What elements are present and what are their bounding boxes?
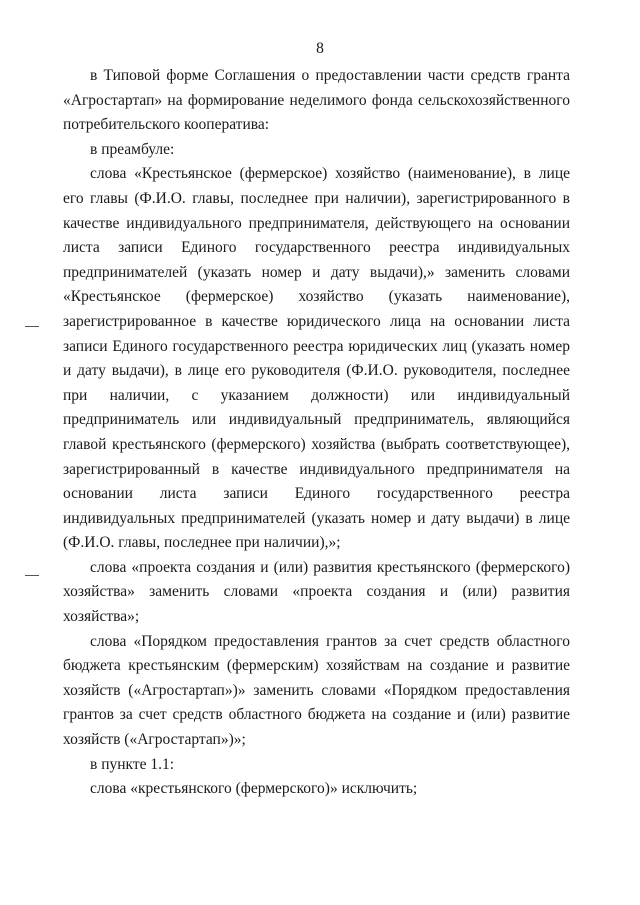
- document-body: [63, 64, 570, 802]
- margin-mark: [25, 326, 39, 327]
- paragraph-replacement-1: слова «Крестьянское (фермерское) хозяйство (наименование), в лице его главы (Ф.И.О. главы, последнее при наличии), зарегистрированного в качестве индивидуального предпринимателя, действующего на основании листа записи Единого государственного реестра индивидуальных предпринимателей (указать номер и дату выдачи),» заменить словами «Крестьянское (фермерское) хозяйство (указать наименование), зарегистрированное в качестве юридического лица на основании листа записи Единого государственного реестра юридических лиц (указать номер и дату выдачи), в лице его руководителя (Ф.И.О. руководителя, последнее при наличии, с указанием должности) или индивидуальный предприниматель или индивидуальный предприниматель, являющийся главой крестьянского (фермерского) хозяйства (выбрать соответствующее), зарегистрированный в качестве индивидуального предпринимателя на основании листа записи Единого государственного реестра индивидуальных предпринимателей (указать номер и дату выдачи) в лице (Ф.И.О. главы, последнее при наличии),»;: [63, 165, 570, 552]
- paragraph-clause-1-1: в пункте 1.1:: [90, 755, 175, 773]
- paragraph-replacement-3: слова «Порядком предоставления грантов за счет средств областного бюджета крестьянским (фермерским) хозяйствам на создание и развитие хозяйств («Агростартап»)» заменить словами «Порядком предоставления грантов за счет средств областного бюджета на создание и (или) развитие хозяйств («Агростартап»)»;: [63, 632, 570, 749]
- paragraph-intro: в Типовой форме Соглашения о предоставлении части средств гранта «Агростартап» на формирование неделимого фонда сельскохозяйственного потребительского кооператива:: [63, 67, 570, 134]
- paragraph-preamble: в преамбуле:: [90, 140, 175, 158]
- margin-mark: [25, 575, 39, 576]
- paragraph-replacement-2: слова «проекта создания и (или) развития крестьянского (фермерского) хозяйства» заменить словами «проекта создания и (или) развития хозяйства»;: [63, 558, 570, 626]
- page-number: 8: [316, 40, 324, 57]
- paragraph-exclusion: слова «крестьянского (фермерского)» исключить;: [90, 780, 418, 798]
